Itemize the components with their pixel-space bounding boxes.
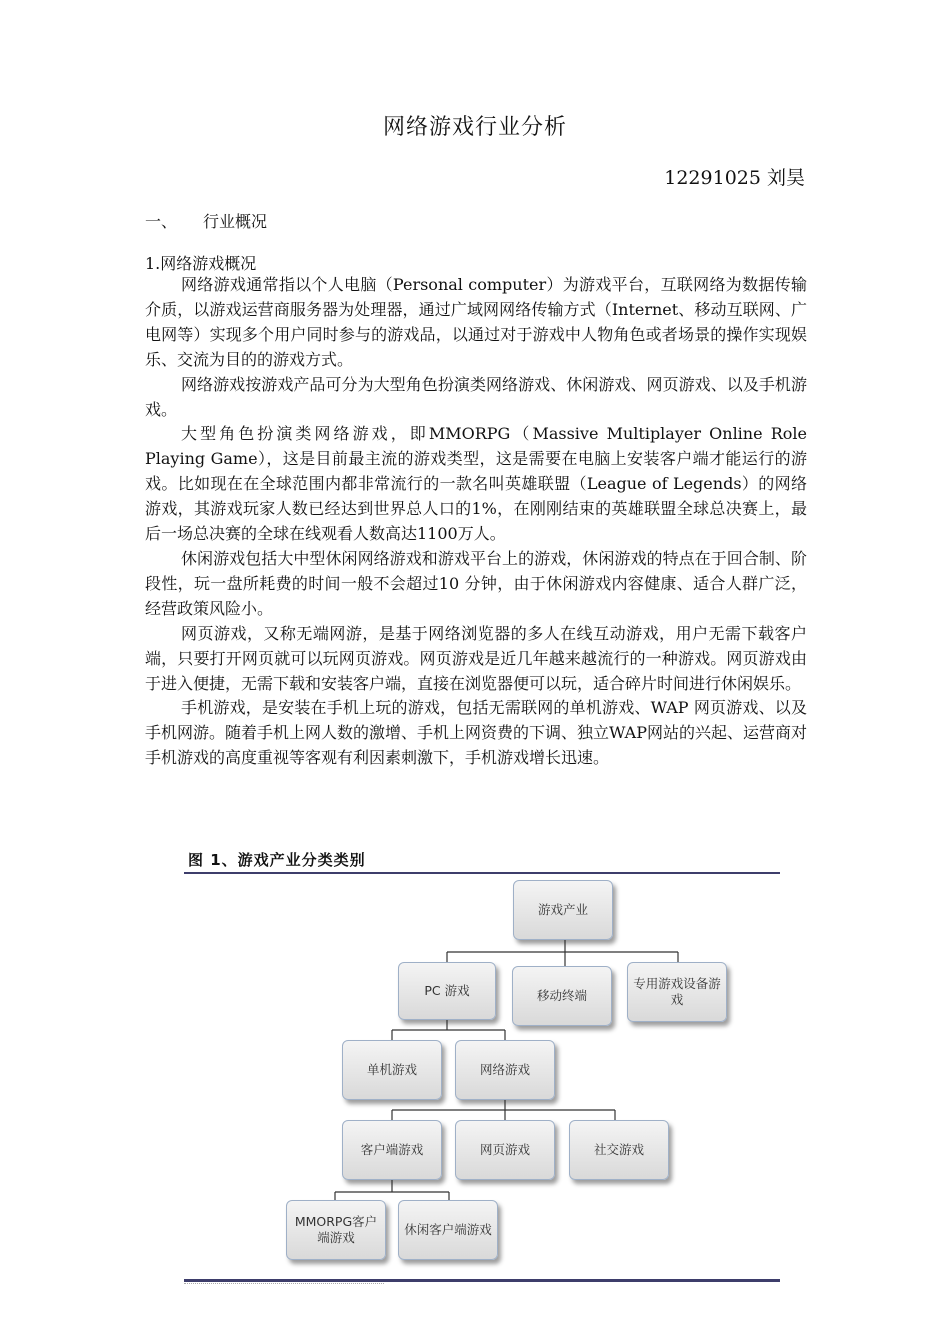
- paragraph: 网络游戏按游戏产品可分为大型角色扮演类网络游戏、休闲游戏、网页游戏、以及手机游戏。: [145, 374, 807, 419]
- figure-top-rule: [184, 872, 780, 874]
- node-web-games: 网页游戏: [455, 1120, 555, 1180]
- section-heading: [145, 209, 267, 232]
- node-pc-games: PC 游戏: [398, 962, 496, 1020]
- node-mmorpg-client-games: MMORPG客户端游戏: [286, 1200, 386, 1260]
- node-client-games: 客户端游戏: [342, 1120, 442, 1180]
- paragraph: 大型角色扮演类网络游戏，即MMORPG（Massive Multiplayer Online Role Playing Game），这是目前最主流的游戏类型，这是需要在电脑上安装客户端才能运行的游戏。比如现在在全球范围内都非常流行的一款名叫英雄联盟（League of Legends）的网络游戏，其游戏玩家人数已经达到世界总人口的1%，在刚刚结束的英雄联盟全球总决赛上，最后一场总决赛的全球在线观看人数高达1100万人。: [145, 424, 807, 544]
- node-single-player-games: 单机游戏: [342, 1040, 442, 1100]
- page-title: 网络游戏行业分析: [382, 115, 567, 140]
- node-casual-client-games: 休闲客户端游戏: [398, 1200, 498, 1260]
- figure-caption: 图 1、游戏产业分类类别: [188, 851, 366, 869]
- body-text: [145, 273, 807, 771]
- paragraph: 网页游戏，又称无端网游，是基于网络浏览器的多人在线互动游戏，用户无需下载客户端，只要打开网页就可以玩网页游戏。网页游戏是近几年越来越流行的一种游戏。网页游戏由于进入便捷，无需下载和安装客户端，直接在浏览器便可以玩，适合碎片时间进行休闲娱乐。: [145, 623, 807, 693]
- section-number: 一、: [145, 212, 178, 231]
- node-mobile-terminal: 移动终端: [512, 966, 612, 1026]
- node-social-games: 社交游戏: [569, 1120, 669, 1180]
- cut-off-source-line: [184, 1283, 384, 1292]
- author-line: 12291025 刘昊: [664, 167, 805, 189]
- figure-bottom-rule: [184, 1279, 780, 1282]
- paragraph: 手机游戏，是安装在手机上玩的游戏，包括无需联网的单机游戏、WAP 网页游戏、以及手机网游。随着手机上网人数的激增、手机上网资费的下调、独立WAP网站的兴起、运营商对手机游戏的高度重视等客观有利因素刺激下，手机游戏增长迅速。: [145, 698, 807, 768]
- section-title: 行业概况: [203, 212, 268, 231]
- node-game-industry: 游戏产业: [513, 880, 613, 940]
- node-online-games: 网络游戏: [455, 1040, 555, 1100]
- paragraph: 网络游戏通常指以个人电脑（Personal computer）为游戏平台，互联网络为数据传输介质，以游戏运营商服务器为处理器，通过广域网网络传输方式（Internet、移动互联网、广电网等）实现多个用户同时参与的游戏品，以通过对于游戏中人物角色或者场景的操作实现娱乐、交流为目的的游戏方式。: [145, 275, 807, 369]
- subsection-heading: 1.网络游戏概况: [145, 254, 257, 273]
- paragraph: 休闲游戏包括大中型休闲网络游戏和游戏平台上的游戏，休闲游戏的特点在于回合制、阶段性，玩一盘所耗费的时间一般不会超过10 分钟，由于休闲游戏内容健康、适合人群广泛，经营政策风险小。: [145, 548, 807, 618]
- node-dedicated-device-games: 专用游戏设备游戏: [627, 962, 727, 1022]
